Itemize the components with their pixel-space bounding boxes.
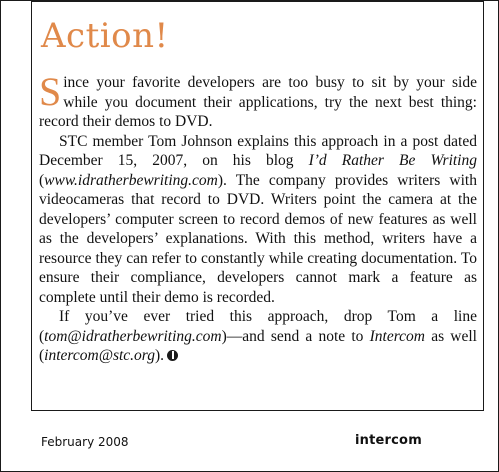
paragraph-2-part-a: STC member Tom Johnson explains this approach in a post dated December 15, 2007, on his blog [39, 132, 477, 169]
paragraph-3-part-b: )—and send a note to [221, 327, 370, 345]
paragraph-2-part-c: ). The company provides writers with videocameras that record to DVD. Writers point the camera at the developers’ computer screen to record demos of new features as well as the developers’ explanations. With this method, writers have a resource they can refer to constantly while creating documentation. To ensure their compliance, developers cannot mark a feature as complete until their demo is recorded. [39, 171, 477, 306]
paragraph-2-part-b: ( [39, 171, 45, 189]
paragraph-3 [39, 307, 477, 366]
footer-date: February 2008 [41, 435, 129, 449]
paragraph-3-part-d: ). [155, 347, 165, 364]
intercom-name: Intercom [369, 327, 426, 345]
info-circle-icon [167, 350, 178, 361]
tom-email-link[interactable]: tom@idratherbewriting.com [44, 327, 222, 345]
blog-name: I’d Rather Be Writing [308, 152, 477, 169]
paragraph-1-text: ince your favorite developers are too busy to sit by your side while you document their applications, try the next best thing: record their demos to DVD. [39, 74, 477, 130]
paragraph-1 [39, 69, 477, 132]
drop-cap: S [39, 69, 62, 114]
blog-url-link[interactable]: www.idratherbewriting.com [44, 171, 218, 189]
article-title: Action! [41, 16, 169, 56]
paragraph-3-part-c: as well ( [39, 327, 477, 364]
intercom-email-link[interactable]: intercom@stc.org [44, 347, 156, 364]
footer-publication: intercom [355, 433, 422, 448]
paragraph-3-part-a: If you’ve ever tried this approach, drop Tom a line ( [39, 308, 477, 345]
paragraph-2 [39, 132, 477, 308]
article-body [39, 69, 477, 366]
